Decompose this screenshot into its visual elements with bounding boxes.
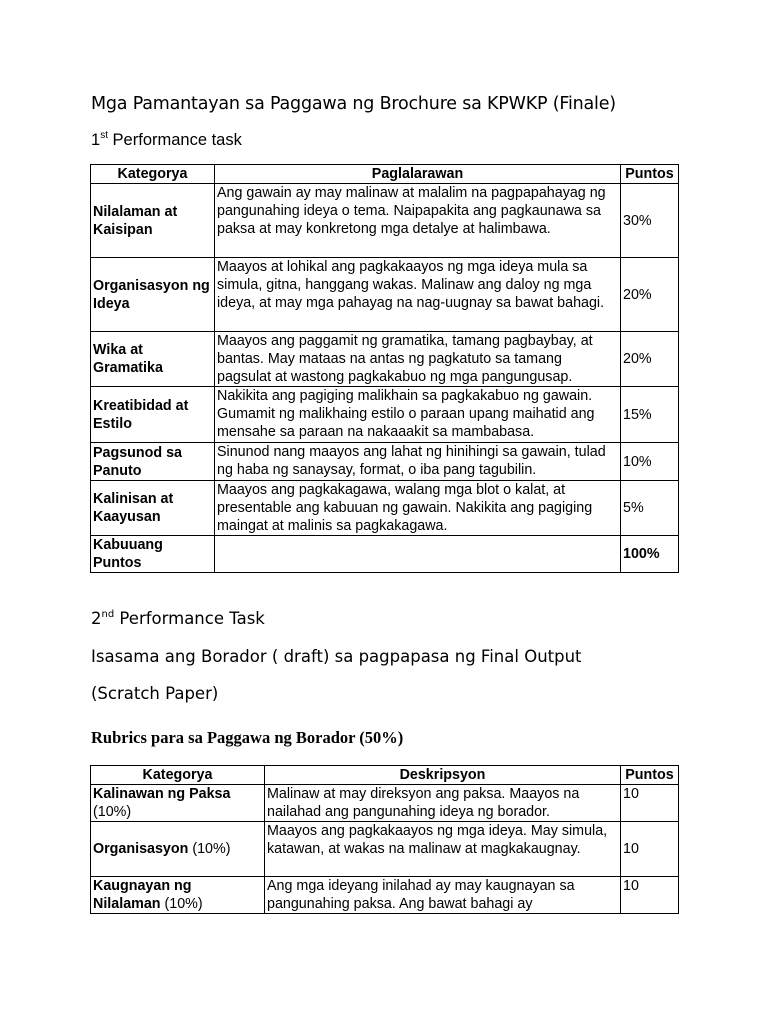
table1-header-paglalarawan: Paglalarawan xyxy=(215,165,621,184)
row-points: 10 xyxy=(621,877,679,914)
task1-label: Performance task xyxy=(107,131,242,149)
row-description: Sinunod nang maayos ang lahat ng hinihingi sa gawain, tulad ng haba ng sanaysay, format, o iba pang tagubilin. xyxy=(215,443,621,481)
row-points: 10% xyxy=(621,443,679,481)
row-category: Kalinisan at Kaayusan xyxy=(91,481,215,536)
rubric-table xyxy=(90,765,679,914)
table2-header-kategorya: Kategorya xyxy=(91,766,265,785)
row-category xyxy=(91,877,265,914)
table1-header-puntos: Puntos xyxy=(621,165,679,184)
row-description: Maayos at lohikal ang pagkakaayos ng mga ideya mula sa simula, gitna, hanggang wakas. Malinaw ang daloy ng mga ideya, at may mga pahayag na nag-uugnay sa bawat bahagi. xyxy=(215,258,621,332)
table-row xyxy=(91,822,679,877)
row-description: Nakikita ang pagiging malikhain sa pagkakabuo ng gawain. Gumamit ng malikhaing estilo o paraan upang maihatid ang mensahe sa paraan na nakaaakit sa mambabasa. xyxy=(215,387,621,443)
row-description: Ang gawain ay may malinaw at malalim na pagpapahayag ng pangunahing ideya o tema. Naipapakita ang pagkaunawa sa paksa at may konkretong mga detalye at halimbawa. xyxy=(215,184,621,258)
row-category: Pagsunod sa Panuto xyxy=(91,443,215,481)
table-row xyxy=(91,443,679,481)
draft-instruction: Isasama ang Borador ( draft) sa pagpapasa ng Final Output xyxy=(91,647,582,666)
table-row xyxy=(91,258,679,332)
table-row xyxy=(91,184,679,258)
table1-header-row xyxy=(91,165,679,184)
table-row xyxy=(91,332,679,387)
task2-number: 2 xyxy=(91,609,102,628)
row-description: Ang mga ideyang inilahad ay may kaugnayan sa pangunahing paksa. Ang bawat bahagi ay xyxy=(265,877,621,914)
task1-heading xyxy=(91,131,242,150)
row-points: 5% xyxy=(621,481,679,536)
row-category: Kreatibidad at Estilo xyxy=(91,387,215,443)
table2-header-puntos: Puntos xyxy=(621,766,679,785)
row-description: Maayos ang pagkakaayos ng mga ideya. May simula, katawan, at wakas na malinaw at magkakaugnay. xyxy=(265,822,621,877)
table-total-row xyxy=(91,536,679,573)
row-category: Wika at Gramatika xyxy=(91,332,215,387)
table2-header-deskripsyon: Deskripsyon xyxy=(265,766,621,785)
row-category: Organisasyon ng Ideya xyxy=(91,258,215,332)
row-category-name: Organisasyon xyxy=(93,841,189,857)
performance-table-1 xyxy=(90,164,679,573)
row-description: Maayos ang paggamit ng gramatika, tamang pagbaybay, at bantas. May mataas na antas ng pagkatuto sa tamang pagsulat at wastong pagkakabuo ng mga pangungusap. xyxy=(215,332,621,387)
row-category-percent: (10%) xyxy=(93,804,132,820)
row-category-percent: (10%) xyxy=(160,896,203,912)
table-row xyxy=(91,785,679,822)
table-row xyxy=(91,877,679,914)
total-points: 100% xyxy=(621,536,679,573)
rubric-title: Rubrics para sa Paggawa ng Borador (50%) xyxy=(91,728,404,747)
document-title: Mga Pamantayan sa Paggawa ng Brochure sa KPWKP (Finale) xyxy=(91,94,616,114)
row-points: 20% xyxy=(621,258,679,332)
row-points: 10 xyxy=(621,785,679,822)
row-category-name: Kaugnayan ng Nilalaman xyxy=(93,878,192,912)
table2-header-row xyxy=(91,766,679,785)
table-row xyxy=(91,387,679,443)
task1-number: 1 xyxy=(91,131,101,149)
task1-ordinal: st xyxy=(100,130,108,141)
task2-label: Performance Task xyxy=(114,609,265,628)
row-category-percent: (10%) xyxy=(188,841,231,857)
row-category xyxy=(91,785,265,822)
row-category: Nilalaman at Kaisipan xyxy=(91,184,215,258)
table-row xyxy=(91,481,679,536)
total-label: Kabuuang Puntos xyxy=(91,536,215,573)
row-points: 10 xyxy=(621,822,679,877)
table1-header-kategorya: Kategorya xyxy=(91,165,215,184)
row-description: Maayos ang pagkakagawa, walang mga blot o kalat, at presentable ang kabuuan ng gawain. Nakikita ang pagiging maingat at malinis sa pagkakagawa. xyxy=(215,481,621,536)
row-category-name: Kalinawan ng Paksa xyxy=(93,786,231,802)
row-points: 15% xyxy=(621,387,679,443)
total-description xyxy=(215,536,621,573)
row-description: Malinaw at may direksyon ang paksa. Maayos na nailahad ang pangunahing ideya ng borador. xyxy=(265,785,621,822)
row-points: 30% xyxy=(621,184,679,258)
row-points: 20% xyxy=(621,332,679,387)
scratch-paper-note: (Scratch Paper) xyxy=(91,684,219,703)
task2-ordinal: nd xyxy=(101,609,115,620)
row-category xyxy=(91,822,265,877)
task2-heading xyxy=(91,609,265,628)
